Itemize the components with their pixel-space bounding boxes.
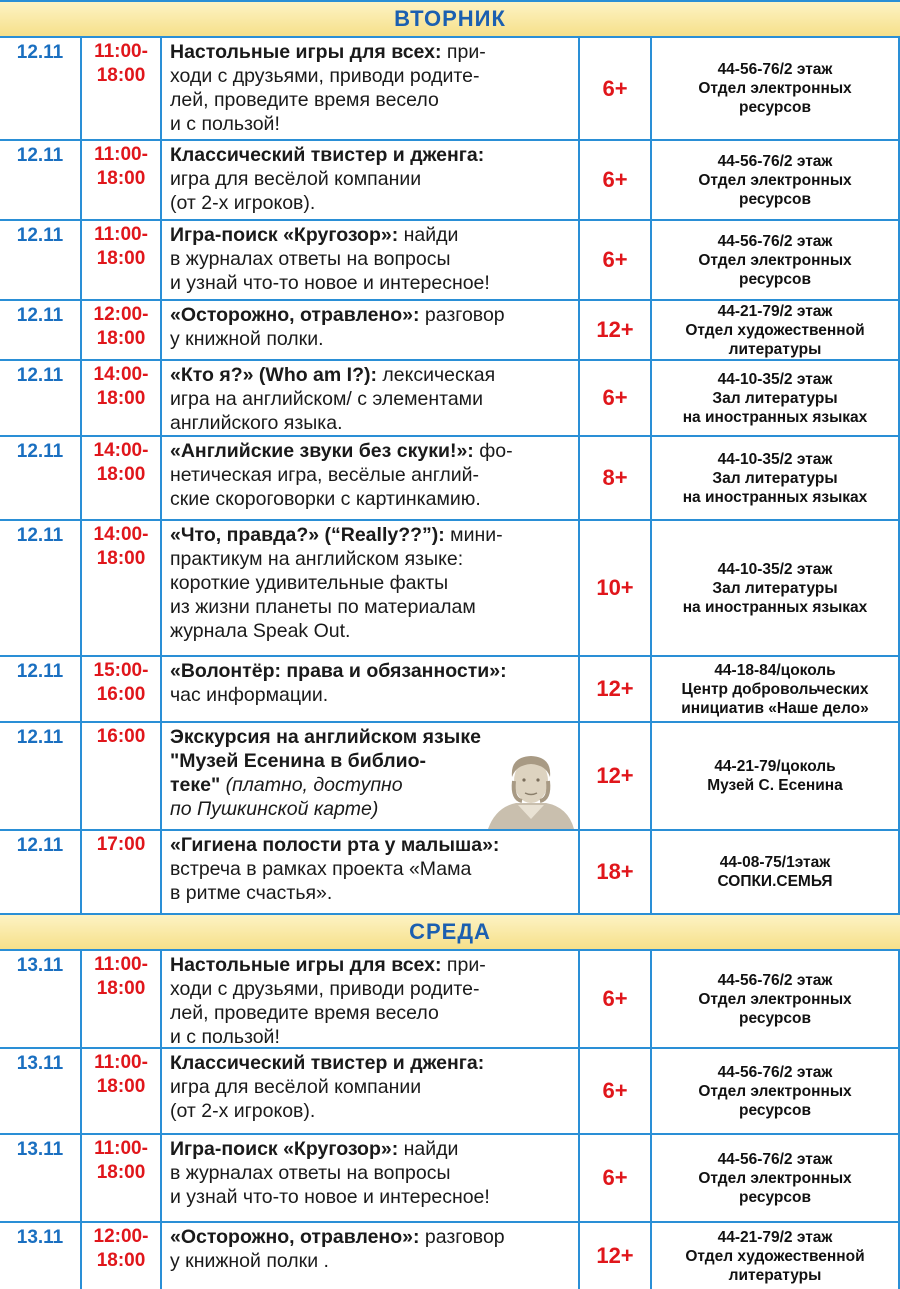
event-text: фо- нетическая игра, весёлые англий- ские скороговорки с картинкамию. [170,440,513,510]
event-time: 11:00- 18:00 [82,951,160,1047]
event-description [162,1049,578,1133]
age-rating: 8+ [580,437,650,519]
event-row [0,1049,900,1133]
event-row [0,301,900,359]
event-description [162,521,578,655]
event-title: «Осторожно, отравлено»: [170,304,420,326]
event-location: 44-21-79/2 этаж Отдел художественной литературы [652,1223,898,1289]
event-title: «Волонтёр: права и обязанности»: [170,660,507,682]
event-title: Классический твистер и дженга: [170,1052,485,1074]
event-text: разговор у книжной полки. [170,304,505,350]
event-title: Игра-поиск «Кругозор»: [170,224,399,246]
event-location: 44-56-76/2 этаж Отдел электронных ресурсов [652,951,898,1047]
event-text: при- ходи с друзьями, приводи родите- лей, проведите время весело и с пользой! [170,41,486,135]
age-rating: 6+ [580,38,650,139]
age-rating: 6+ [580,1135,650,1221]
event-location: 44-56-76/2 этаж Отдел электронных ресурсов [652,38,898,139]
event-title: Игра-поиск «Кругозор»: [170,1138,399,1160]
event-date: 12.11 [0,437,80,519]
event-description [162,437,578,519]
event-description [162,301,578,359]
age-rating: 10+ [580,521,650,655]
event-date: 12.11 [0,657,80,721]
event-row [0,723,900,829]
event-row [0,361,900,435]
event-description [162,38,578,139]
event-row [0,951,900,1047]
event-location: 44-56-76/2 этаж Отдел электронных ресурсов [652,221,898,299]
event-time: 15:00- 16:00 [82,657,160,721]
event-time: 17:00 [82,831,160,913]
event-text: при- ходи с друзьями, приводи родите- лей, проведите время весело и с пользой! [170,954,486,1048]
event-location: 44-56-76/2 этаж Отдел электронных ресурсов [652,1049,898,1133]
event-note: (платно, доступно по Пушкинской карте) [170,774,403,820]
event-title: «Английские звуки без скуки!»: [170,440,474,462]
event-location: 44-10-35/2 этаж Зал литературы на иностранных языках [652,521,898,655]
event-title: Настольные игры для всех: [170,41,442,63]
event-date: 12.11 [0,521,80,655]
event-location: 44-18-84/цоколь Центр добровольческих инициатив «Наше дело» [652,657,898,721]
event-title: «Осторожно, отравлено»: [170,1226,420,1248]
event-description [162,831,578,913]
event-row [0,38,900,139]
event-time: 11:00- 18:00 [82,221,160,299]
event-title: «Гигиена полости рта у малыша»: [170,834,500,856]
age-rating: 6+ [580,361,650,435]
event-time: 11:00- 18:00 [82,141,160,219]
pushkin-portrait-image [488,749,574,829]
event-description [162,141,578,219]
event-location: 44-08-75/1этаж СОПКИ.СЕМЬЯ [652,831,898,913]
event-title: «Что, правда?» (“Really??”): [170,524,445,546]
event-text: игра для весёлой компании (от 2-х игроков). [170,1076,422,1122]
event-row [0,657,900,721]
event-text: встреча в рамках проекта «Мама в ритме счастья». [170,858,472,904]
event-text: лексическая игра на английском/ с элементами английского языка. [170,364,496,434]
event-time: 14:00- 18:00 [82,361,160,435]
age-rating: 6+ [580,1049,650,1133]
event-text: игра для весёлой компании (от 2-х игроков). [170,168,422,214]
event-text: мини- практикум на английском языке: короткие удивительные факты из жизни планеты по материалам журнала Speak Out. [170,524,503,642]
age-rating: 6+ [580,951,650,1047]
event-date: 12.11 [0,38,80,139]
event-description [162,1223,578,1289]
event-date: 13.11 [0,1223,80,1289]
event-time: 12:00- 18:00 [82,1223,160,1289]
age-rating: 12+ [580,657,650,721]
age-rating: 12+ [580,301,650,359]
event-date: 12.11 [0,141,80,219]
event-text: найди в журналах ответы на вопросы и узнай что-то новое и интересное! [170,1138,490,1208]
event-date: 12.11 [0,301,80,359]
age-rating: 12+ [580,723,650,829]
event-location: 44-21-79/2 этаж Отдел художественной литературы [652,301,898,359]
event-location: 44-56-76/2 этаж Отдел электронных ресурсов [652,1135,898,1221]
event-title: Классический твистер и дженга: [170,144,485,166]
event-time: 12:00- 18:00 [82,301,160,359]
event-row [0,831,900,913]
event-date: 13.11 [0,951,80,1047]
event-description [162,221,578,299]
age-rating: 6+ [580,141,650,219]
event-title: Настольные игры для всех: [170,954,442,976]
event-location: 44-21-79/цоколь Музей С. Есенина [652,723,898,829]
event-text: найди в журналах ответы на вопросы и узнай что-то новое и интересное! [170,224,490,294]
event-row [0,141,900,219]
event-description [162,723,578,829]
event-time: 16:00 [82,723,160,829]
event-time: 14:00- 18:00 [82,437,160,519]
age-rating: 6+ [580,221,650,299]
event-description [162,1135,578,1221]
event-row [0,1135,900,1221]
event-text: разговор у книжной полки . [170,1226,505,1272]
event-time: 11:00- 18:00 [82,38,160,139]
event-date: 12.11 [0,361,80,435]
event-title: «Кто я?» (Who am I?): [170,364,377,386]
event-row [0,437,900,519]
event-location: 44-10-35/2 этаж Зал литературы на иностранных языках [652,437,898,519]
event-row [0,221,900,299]
event-date: 13.11 [0,1135,80,1221]
event-description [162,951,578,1047]
event-location: 44-56-76/2 этаж Отдел электронных ресурсов [652,141,898,219]
event-date: 12.11 [0,723,80,829]
event-date: 12.11 [0,221,80,299]
event-time: 11:00- 18:00 [82,1135,160,1221]
day-header-wednesday: СРЕДА [0,915,900,949]
day-header-tuesday: ВТОРНИК [0,2,900,36]
event-row [0,521,900,655]
event-title: Экскурсия на английском языке "Музей Есенина в библио- теке" [170,726,481,796]
age-rating: 18+ [580,831,650,913]
event-description [162,361,578,435]
event-date: 13.11 [0,1049,80,1133]
event-description [162,657,578,721]
event-row [0,1223,900,1289]
event-date: 12.11 [0,831,80,913]
event-location: 44-10-35/2 этаж Зал литературы на иностранных языках [652,361,898,435]
event-text: час информации. [170,684,329,706]
age-rating: 12+ [580,1223,650,1289]
event-time: 14:00- 18:00 [82,521,160,655]
event-time: 11:00- 18:00 [82,1049,160,1133]
